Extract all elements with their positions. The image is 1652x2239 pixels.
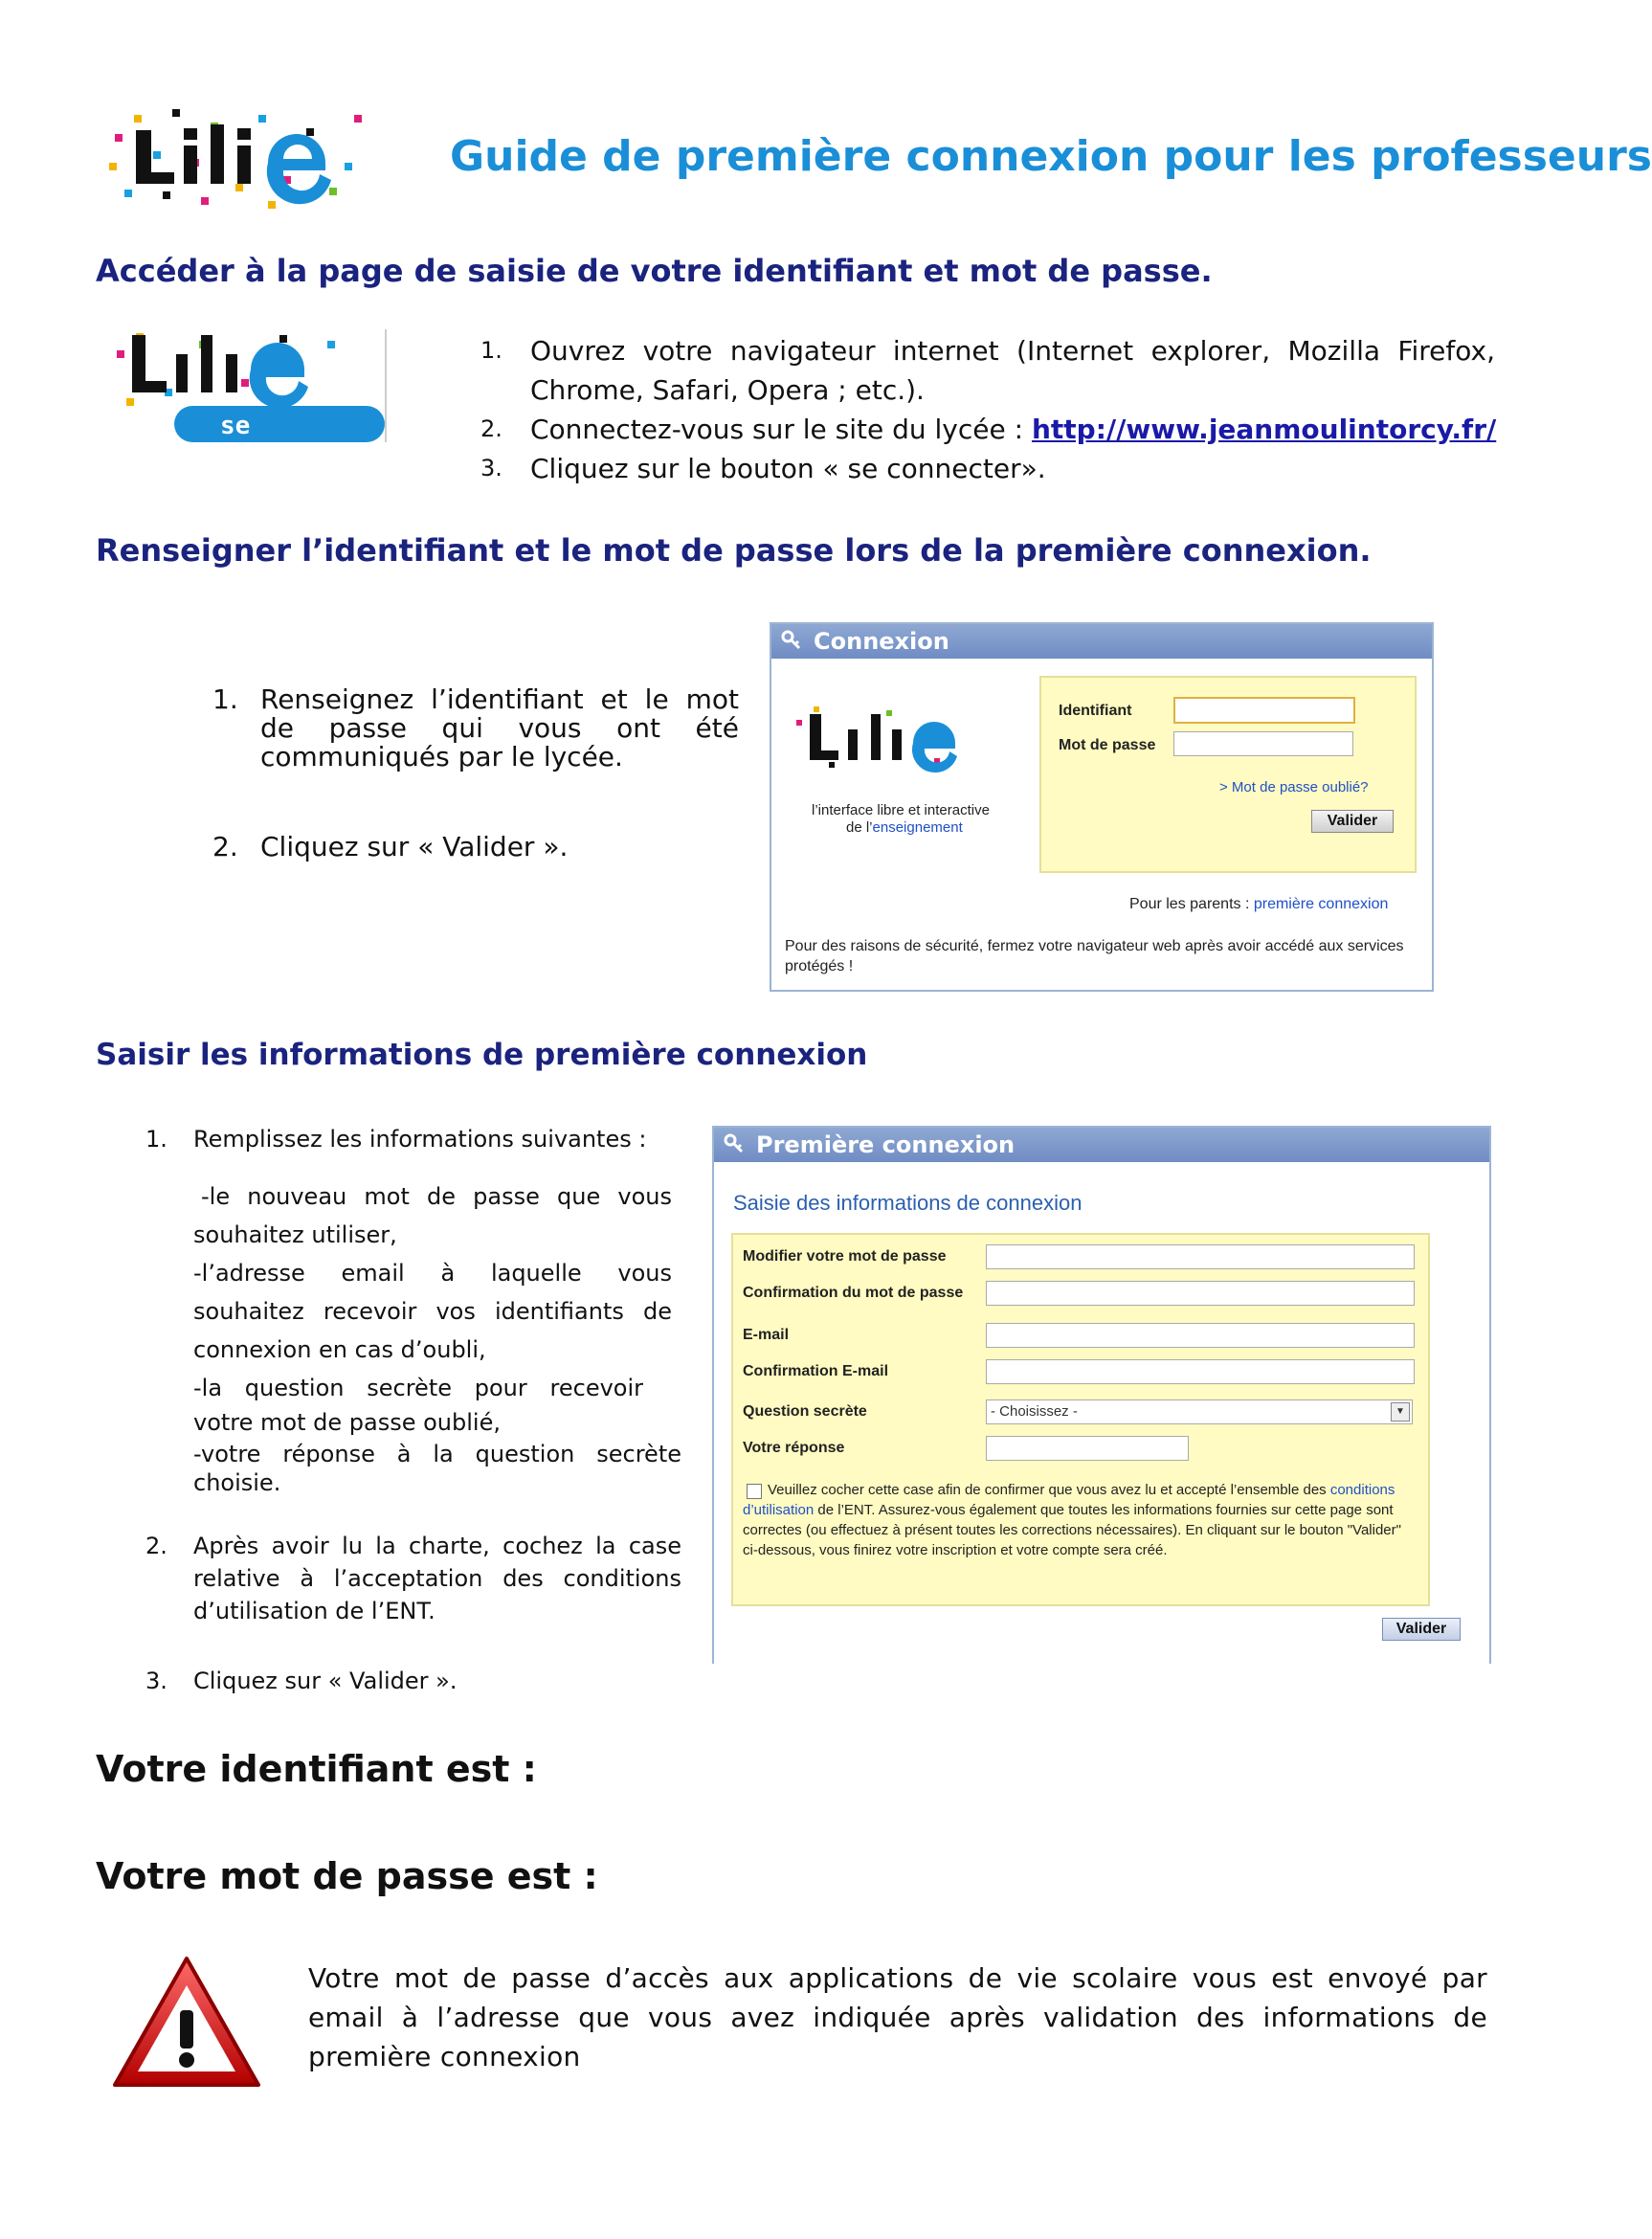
step-number: 1. (145, 1126, 167, 1153)
new-password-label: Modifier votre mot de passe (743, 1248, 947, 1265)
login-panel-header (771, 624, 1432, 659)
section1-heading: Accéder à la page de saisie de votre identifiant et mot de passe. (96, 253, 1213, 289)
vertical-divider (385, 329, 387, 442)
step-text: Cliquez sur « Valider ». (260, 831, 569, 862)
step-text (530, 410, 1495, 449)
security-note: Pour des raisons de sécurité, fermez votre navigateur web après avoir accédé aux services protégés ! (785, 938, 1404, 974)
parents-first-login-link[interactable]: première connexion (1253, 896, 1389, 912)
login-panel-title: Connexion (814, 628, 949, 655)
step-text: Cliquez sur « Valider ». (193, 1668, 458, 1694)
email-input[interactable] (986, 1323, 1415, 1348)
login-panel (770, 622, 1434, 992)
secret-question-value: - Choisissez - (991, 1403, 1078, 1420)
bullet-2: -l’adresse email à laquelle vous souhaitez recevoir vos identifiants de connexion en cas d’oubli, (193, 1260, 672, 1363)
step-number: 3. (480, 455, 502, 481)
connect-logo-caption: se connecter (220, 412, 355, 469)
lilie-panel-logo (791, 701, 992, 777)
parents-prefix: Pour les parents : (1129, 896, 1254, 912)
keys-icon (781, 630, 802, 651)
step-number: 2. (212, 831, 238, 862)
lilie-tagline-2 (846, 817, 963, 838)
login-form-box (1039, 676, 1417, 873)
step-text-before: Connectez-vous sur le site du lycée : (530, 414, 1032, 445)
terms-link[interactable]: conditions d’utilisation (743, 1482, 1395, 1518)
answer-label: Votre réponse (743, 1440, 845, 1456)
section2-step-1 (212, 685, 739, 772)
first-connection-panel (712, 1126, 1491, 1664)
accept-terms-text (743, 1480, 1417, 1560)
step-number: 2. (145, 1533, 167, 1559)
password-input[interactable] (1173, 731, 1353, 756)
parents-line (1129, 894, 1388, 914)
warning-text: Votre mot de passe d’accès aux applications de vie scolaire vous est envoyé par email à l’adresse que vous avez indiquée après validation des informations de première connexion (308, 1962, 1487, 2072)
section3-step-3 (145, 1662, 681, 1701)
section1-step-1 (480, 331, 1495, 410)
school-website-link[interactable]: http://www.jeanmoulintorcy.fr/ (1031, 414, 1497, 445)
terms-text-1: Veuillez cocher cette case afin de confirmer que vous avez lu et accepté l’ensemble des (768, 1482, 1327, 1498)
step-number: 3. (145, 1668, 167, 1694)
bullet-3: -la question secrète pour recevoir votre mot de passe oublié, (193, 1375, 643, 1436)
lilie-logo-header (96, 96, 421, 222)
terms-text-2: de l’ENT. Assurez-vous également que toutes les informations fournies sur cette page sont correctes (ou effectuez à présent toutes les corrections nécessaires). En cliquant sur le bouton "Valider" ci-dessous, vous finirez votre inscription et votre compte sera créé. (743, 1502, 1401, 1558)
step-number: 1. (212, 683, 238, 715)
first-connection-subtitle: Saisie des informations de connexion (733, 1191, 1083, 1215)
warning-icon (109, 1953, 264, 2093)
forgot-password-link[interactable]: > Mot de passe oublié? (1219, 779, 1369, 795)
step-text: Remplissez les informations suivantes : (193, 1126, 647, 1153)
bullet-4: -votre réponse à la question secrète choisie. (193, 1441, 681, 1496)
confirm-password-input[interactable] (986, 1281, 1415, 1306)
lilie-tagline-1: l’interface libre et interactive (812, 802, 990, 818)
section1-step-2 (480, 410, 1495, 449)
section3-step-1 (145, 1120, 681, 1159)
first-connection-title: Première connexion (756, 1131, 1016, 1158)
step-text: Après avoir lu la charte, cochez la case relative à l’acceptation des conditions d’utilisation de l’ENT. (193, 1533, 681, 1624)
step-number: 2. (480, 415, 502, 442)
identifiant-input[interactable] (1173, 697, 1355, 724)
keys-icon (724, 1133, 745, 1154)
step-text: Renseignez l’identifiant et le mot de passe qui vous ont été communiqués par le lycée. (260, 683, 739, 772)
login-submit-button[interactable]: Valider (1311, 810, 1394, 833)
first-connection-header (714, 1128, 1489, 1162)
first-connection-submit-button[interactable]: Valider (1382, 1618, 1461, 1641)
bullet-1: -le nouveau mot de passe que vous souhaitez utiliser, (193, 1183, 672, 1248)
password-label: Mot de passe (1059, 737, 1156, 753)
answer-input[interactable] (986, 1436, 1189, 1461)
identifiant-label: Identifiant (1059, 703, 1132, 719)
email-label: E-mail (743, 1327, 790, 1343)
page-title: Guide de première connexion pour les professeurs (450, 132, 1652, 181)
tagline-prefix: de l’ (846, 819, 873, 836)
password-label-heading: Votre mot de passe est : (96, 1855, 598, 1897)
confirm-email-label: Confirmation E-mail (743, 1363, 889, 1379)
secret-question-label: Question secrète (743, 1403, 867, 1420)
section2-heading: Renseigner l’identifiant et le mot de passe lors de la première connexion. (96, 532, 1372, 569)
step-number: 1. (480, 337, 502, 364)
section3-heading: Saisir les informations de première connexion (96, 1038, 868, 1072)
step-text: Ouvrez votre navigateur internet (Internet explorer, Mozilla Firefox, Chrome, Safari, Opera ; etc.). (530, 335, 1495, 406)
section1-step-3 (480, 449, 1495, 488)
new-password-input[interactable] (986, 1244, 1415, 1269)
chevron-down-icon: ▼ (1391, 1402, 1410, 1422)
lilie-logo-graphic (96, 96, 421, 222)
first-connection-form (731, 1233, 1430, 1606)
login-label: Votre identifiant est : (96, 1748, 537, 1790)
secret-question-select[interactable] (986, 1399, 1413, 1424)
tagline-word: enseignement (872, 819, 963, 836)
section2-step-2 (212, 827, 739, 866)
confirm-password-label: Confirmation du mot de passe (743, 1285, 964, 1301)
step-text: Cliquez sur le bouton « se connecter». (530, 453, 1046, 484)
section3-step-2 (145, 1530, 681, 1635)
lilie-connect-logo (107, 322, 391, 469)
confirm-email-input[interactable] (986, 1359, 1415, 1384)
